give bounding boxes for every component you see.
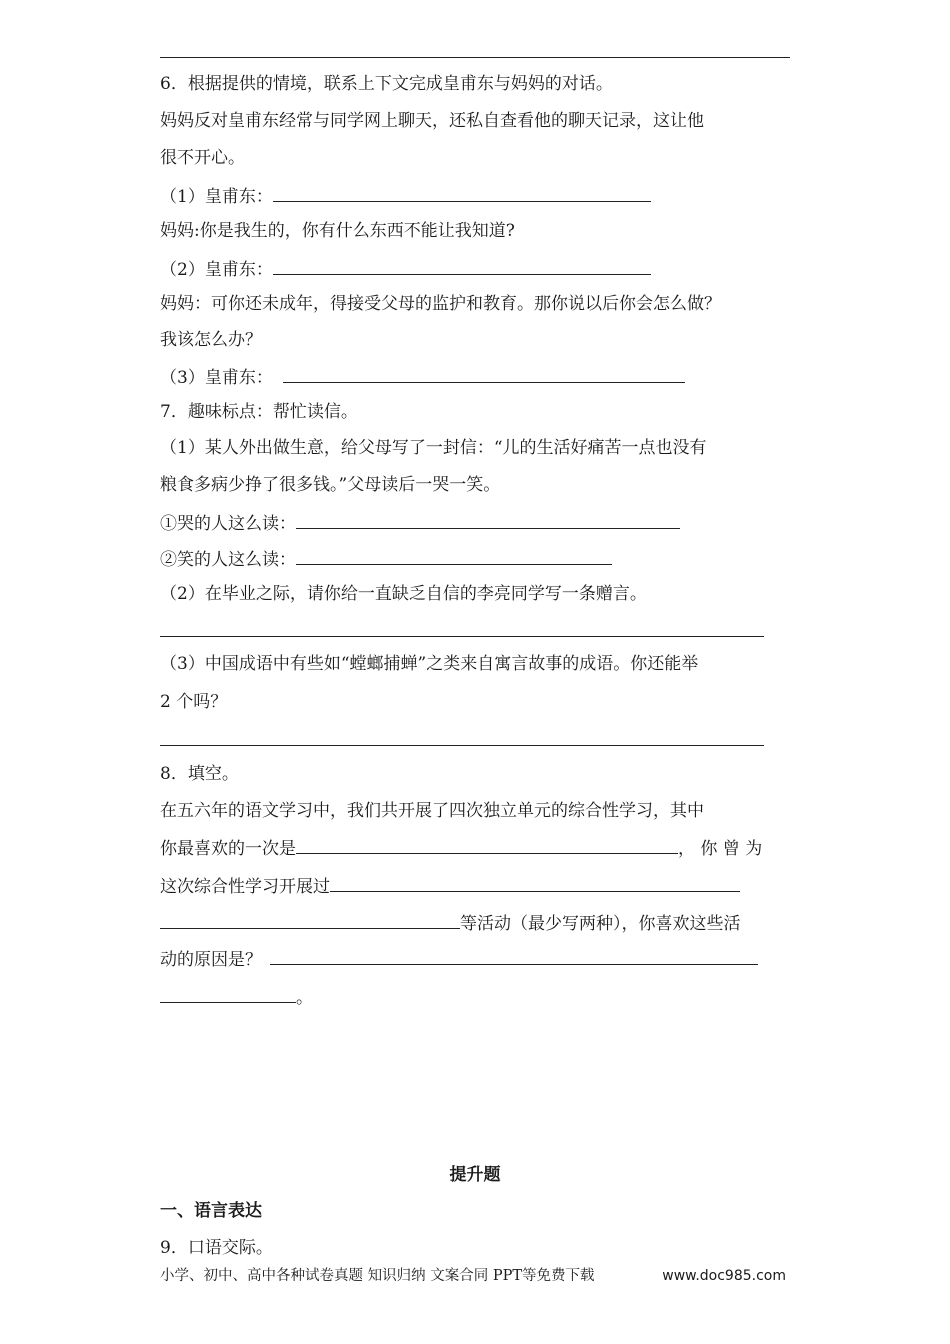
q6-prompt-3: （3）皇甫东： [160, 368, 273, 388]
q8-line4 [160, 910, 741, 936]
q6-blank-1[interactable] [273, 183, 651, 202]
q6-blank-2[interactable] [273, 256, 651, 275]
q8-title: 8．填空。 [160, 764, 239, 784]
q8-line3-text: 这次综合性学习开展过 [160, 877, 330, 897]
section-title: 提升题 [449, 1165, 501, 1185]
q6-title: 6．根据提供的情境，联系上下文完成皇甫东与妈妈的对话。 [160, 74, 613, 94]
q7-cry [160, 510, 680, 536]
q7-laugh [160, 546, 612, 572]
footer-text: 小学、初中、高中各种试卷真题 知识归纳 文案合同 PPT等免费下载 [160, 1268, 595, 1284]
q6-mom-1: 妈妈:你是我生的，你有什么东西不能让我知道? [160, 221, 515, 241]
q6-blank-3[interactable] [283, 364, 685, 383]
q8-line3 [160, 873, 740, 899]
q7-s1-line1: （1）某人外出做生意，给父母写了一封信：“儿的生活好痛苦一点也没有 [160, 438, 707, 458]
q8-line2-a: 你最喜欢的一次是 [160, 839, 296, 859]
q7-s2: （2）在毕业之际，请你给一直缺乏自信的李亮同学写一条赠言。 [160, 584, 647, 604]
q7-s3-line1: （3）中国成语中有些如“螳螂捕蝉”之类来自寓言故事的成语。你还能举 [160, 654, 699, 674]
q9-title: 9．口语交际。 [160, 1238, 273, 1258]
q6-mom-2-line1: 妈妈：可你还未成年，得接受父母的监护和教育。那你说以后你会怎么做？ [160, 294, 721, 314]
q8-line2-b: ， 你 曾 为 [678, 839, 763, 859]
q7-cry-label: ①哭的人这么读： [160, 514, 296, 534]
q7-s2-answer-line[interactable] [160, 636, 764, 637]
q8-line6 [160, 984, 313, 1010]
page-footer [160, 1266, 790, 1286]
part-heading: 一、语言表达 [160, 1201, 262, 1221]
q8-line1: 在五六年的语文学习中，我们共开展了四次独立单元的综合性学习，其中 [160, 801, 704, 821]
q7-s1-line2: 粮食多病少挣了很多钱。”父母读后一哭一笑。 [160, 475, 501, 495]
q8-line5-text: 动的原因是？ [160, 950, 262, 970]
q8-line2 [160, 835, 762, 861]
q8-line6-end: 。 [296, 988, 313, 1008]
q6-answer-2 [160, 256, 651, 282]
q7-laugh-blank[interactable] [296, 546, 612, 565]
q8-blank-favorite[interactable] [296, 835, 678, 854]
q6-context-line2: 很不开心。 [160, 148, 245, 168]
q7-title: 7．趣味标点：帮忙读信。 [160, 402, 358, 422]
q6-context-line1: 妈妈反对皇甫东经常与同学网上聊天，还私自查看他的聊天记录，这让他 [160, 111, 704, 131]
q8-blank-reason-b[interactable] [160, 984, 296, 1003]
q7-cry-blank[interactable] [296, 510, 680, 529]
q8-line5 [160, 946, 758, 972]
q8-blank-activities-a[interactable] [330, 873, 740, 892]
q8-line4-text: 等活动（最少写两种），你喜欢这些活 [460, 914, 741, 934]
q6-prompt-2: （2）皇甫东： [160, 260, 273, 280]
q6-mom-2-line2: 我该怎么办？ [160, 330, 262, 350]
q6-answer-1 [160, 183, 651, 209]
header-rule [160, 57, 790, 58]
q8-blank-activities-b[interactable] [160, 910, 460, 929]
q8-blank-reason-a[interactable] [270, 946, 758, 965]
q6-answer-3 [160, 364, 685, 390]
footer-site-link[interactable]: www.doc985.com [662, 1268, 786, 1284]
q6-prompt-1: （1）皇甫东： [160, 187, 273, 207]
q7-s3-answer-line[interactable] [160, 745, 764, 746]
q7-s3-line2: 2 个吗？ [160, 692, 228, 712]
q7-laugh-label: ②笑的人这么读： [160, 550, 296, 570]
